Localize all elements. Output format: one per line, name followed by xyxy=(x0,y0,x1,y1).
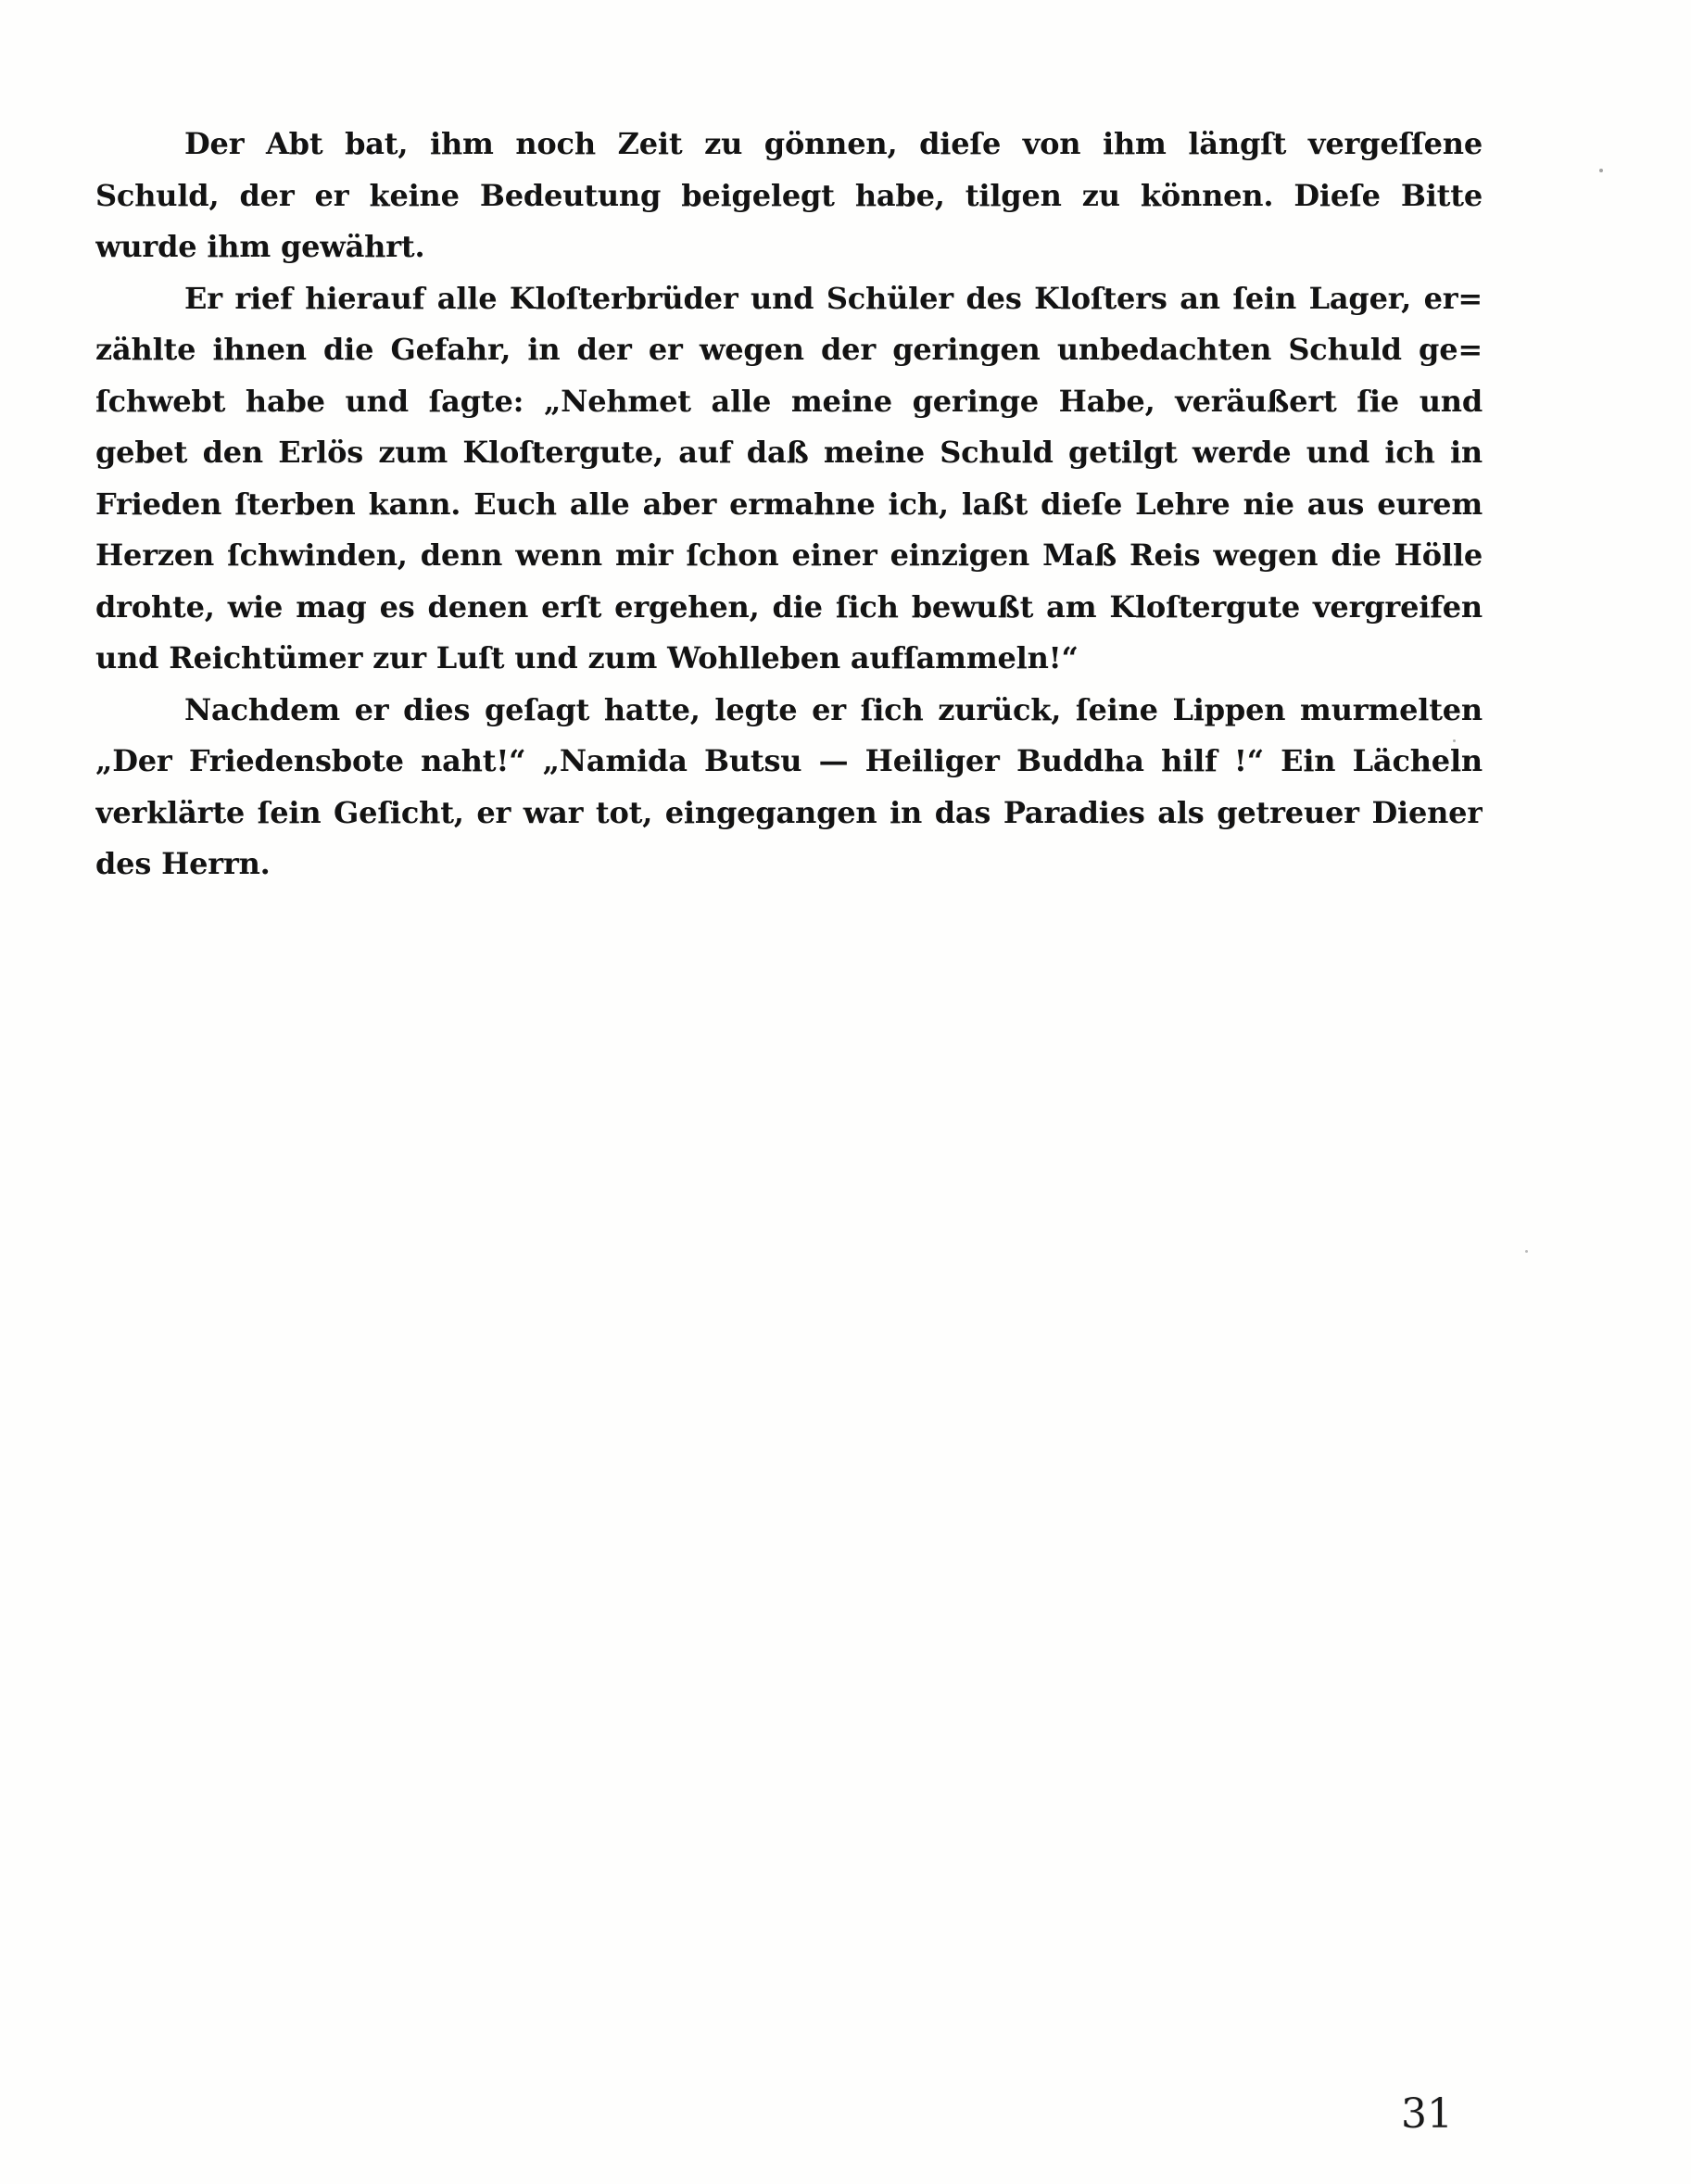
scan-speck xyxy=(1453,739,1456,742)
text-line: Schuld, der er keine Bedeutung beigelegt habe, tilgen zu können. Dieſe Bitte xyxy=(95,177,1483,213)
text-line: Frieden ſterben kann. Euch alle aber ermahne ich, laßt dieſe Lehre nie aus eurem xyxy=(95,486,1483,522)
scan-speck xyxy=(1599,169,1603,172)
page-number: 31 xyxy=(1401,2090,1453,2138)
text-line: „Der Friedensbote naht!“ „Namida Butsu — Heiliger Buddha hilf !“ Ein Lächeln xyxy=(95,743,1483,778)
text-line: Er rief hierauf alle Kloſterbrüder und Schüler des Kloſters an ſein Lager, er= xyxy=(184,280,1483,316)
text-line: und Reichtümer zur Luſt und zum Wohlleben aufſammeln!“ xyxy=(95,640,1079,675)
paragraph-2 xyxy=(95,273,1483,685)
paragraph-1 xyxy=(95,119,1483,273)
text-line: Nachdem er dies geſagt hatte, legte er ſich zurück, ſeine Lippen murmelten xyxy=(184,691,1483,727)
text-line: ſchwebt habe und ſagte: „Nehmet alle meine geringe Habe, veräußert ſie und xyxy=(95,383,1483,419)
text-line: Herzen ſchwinden, denn wenn mir ſchon einer einzigen Maß Reis wegen die Hölle xyxy=(95,537,1483,573)
text-line: drohte, wie mag es denen erſt ergehen, die ſich bewußt am Kloſtergute vergreifen xyxy=(95,588,1483,625)
text-line: gebet den Erlös zum Kloſtergute, auf daß meine Schuld getilgt werde und ich in xyxy=(95,435,1483,470)
text-line: Der Abt bat, ihm noch Zeit zu gönnen, dieſe von ihm längſt vergeſſene xyxy=(184,126,1483,161)
text-line: zählte ihnen die Gefahr, in der er wegen der geringen unbedachten Schuld ge= xyxy=(95,332,1483,367)
scan-speck xyxy=(1525,1250,1528,1253)
text-line: des Herrn. xyxy=(95,846,271,881)
text-line: wurde ihm gewährt. xyxy=(95,229,425,264)
text-block xyxy=(95,119,1483,890)
text-line: verklärte ſein Geſicht, er war tot, eingegangen in das Paradies als getreuer Diener xyxy=(95,794,1483,830)
paragraph-3 xyxy=(95,685,1483,890)
